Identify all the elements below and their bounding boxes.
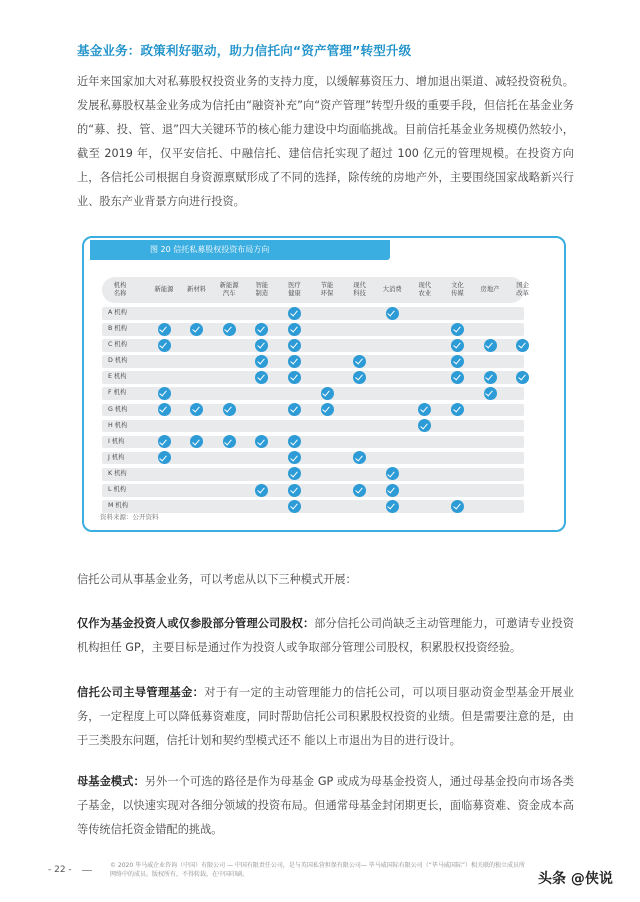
check-icon (158, 451, 171, 464)
row-label: A 机构 (108, 309, 127, 316)
check-icon (353, 484, 366, 497)
check-icon (190, 403, 203, 416)
footer-divider (82, 870, 92, 871)
check-icon (451, 323, 464, 336)
row-label: J 机构 (108, 453, 125, 461)
check-icon (516, 339, 529, 352)
column-header: 新能源 (154, 286, 174, 293)
header-corner-label: 机构 名称 (113, 282, 127, 297)
check-icon (158, 403, 171, 416)
check-icon (484, 371, 497, 384)
column-header: 新材料 (187, 286, 207, 293)
column-header: 文化 传媒 (451, 282, 464, 297)
check-icon (288, 307, 301, 320)
row-label: K 机构 (108, 469, 127, 477)
table-row (102, 420, 524, 433)
column-header: 现代 农业 (418, 282, 432, 297)
page-number: - 22 - (48, 865, 72, 875)
check-icon (223, 403, 236, 416)
check-icon (288, 323, 301, 336)
check-icon (451, 371, 464, 384)
table-row (102, 404, 524, 417)
table-row (102, 452, 524, 465)
check-icon (158, 339, 171, 352)
mode2-paragraph (77, 681, 574, 753)
check-icon (158, 323, 171, 336)
row-label: I 机构 (108, 437, 125, 445)
check-icon (321, 387, 334, 400)
table-row (102, 355, 524, 368)
column-header: 大消费 (382, 286, 402, 293)
check-icon (255, 323, 268, 336)
check-icon (451, 403, 464, 416)
check-icon (418, 419, 431, 432)
table-row (102, 307, 524, 320)
column-header: 房地产 (480, 286, 500, 293)
check-icon (386, 500, 399, 513)
check-icon (223, 323, 236, 336)
check-icon (386, 484, 399, 497)
mode1-paragraph (77, 612, 574, 660)
row-label: L 机构 (108, 486, 127, 494)
row-label: G 机构 (108, 405, 128, 413)
mode3-paragraph (77, 770, 574, 842)
check-icon (451, 339, 464, 352)
check-icon (451, 500, 464, 513)
row-label: E 机构 (108, 373, 127, 381)
check-icon (386, 467, 399, 480)
column-header: 现代 科技 (353, 282, 366, 297)
check-icon (516, 371, 529, 384)
check-icon (255, 435, 268, 448)
table-row (102, 323, 524, 336)
row-label: F 机构 (108, 389, 127, 397)
check-icon (484, 339, 497, 352)
column-header: 医疗 健康 (288, 282, 301, 297)
watermark: 头条 @侠说 (538, 871, 613, 887)
check-icon (158, 387, 171, 400)
mode2-text: 对于有一定的主动管理能力的信托公司，可以项目驱动资金型基金开展业务，一定程度上可以降低募资难度，同时帮助信托公司积累股权投资的业绩。但是需要注意的是，由于三类股东问题，信托计划和契约型模式还不 能以上市退出为目的进行设计。 (77, 686, 574, 747)
modes-intro: 信托公司从事基金业务，可以考虑从以下三种模式开展： (77, 573, 357, 586)
section-title: 基金业务：政策利好驱动，助力信托向“资产管理”转型升级 (77, 43, 412, 58)
mode1-title: 仅作为基金投资人或仅参股部分管理公司股权： (77, 617, 315, 630)
check-icon (353, 355, 366, 368)
check-icon (288, 435, 301, 448)
check-icon (451, 355, 464, 368)
column-header: 智能 制造 (255, 282, 269, 297)
row-label: M 机构 (108, 502, 129, 510)
check-icon (418, 403, 431, 416)
mode3-title: 母基金模式： (77, 775, 145, 788)
check-icon (223, 435, 236, 448)
check-icon (190, 323, 203, 336)
check-icon (353, 451, 366, 464)
check-icon (484, 387, 497, 400)
check-icon (288, 484, 301, 497)
row-label: H 机构 (108, 421, 128, 429)
mode1-text: 部分信托公司尚缺乏主动管理能力，可邀请专业投资机构担任 GP，主要目标是通过作为投资人或争取部分管理公司股权，积累股权投资经验。 (77, 617, 574, 654)
check-icon (288, 339, 301, 352)
table-row (102, 387, 524, 400)
table-row (102, 500, 524, 513)
mode3-text: 另外一个可选的路径是作为母基金 GP 或成为母基金投资人，通过母基金投向市场各类子基金，以快速实现对各细分领域的投资布局。但通常母基金封闭期更长，面临募资难、资金成本高等传统信托资金错配的挑战。 (77, 775, 574, 836)
table-header (102, 277, 529, 303)
check-icon (288, 355, 301, 368)
check-icon (255, 484, 268, 497)
table-row (102, 436, 524, 449)
table-row (102, 468, 524, 481)
check-icon (321, 403, 334, 416)
table-body (102, 307, 524, 513)
figure-title: 图 20 信托私募股权投资布局方向 (90, 240, 390, 260)
check-icon (386, 307, 399, 320)
column-header: 国企 改革 (516, 282, 529, 297)
check-icon (158, 435, 171, 448)
row-label: B 机构 (108, 325, 127, 333)
check-icon (288, 371, 301, 384)
copyright-notice: © 2020 毕马威企业咨询（中国）有限公司 — 中国有限责任公司，是与英国私营担保有限公司— 毕马威国际有限公司（“毕马威国际”）相关联的独立成员所网络中的成员。版权所有，不得转载。在中国印刷。 (110, 862, 526, 878)
check-icon (255, 339, 268, 352)
mode2-title: 信托公司主导管理基金： (77, 686, 205, 699)
check-icon (288, 403, 301, 416)
row-label: C 机构 (108, 341, 127, 349)
check-icon (255, 371, 268, 384)
check-icon (353, 371, 366, 384)
check-icon (288, 467, 301, 480)
column-header: 节能 环保 (320, 282, 334, 297)
check-icon (255, 355, 268, 368)
check-icon (288, 451, 301, 464)
row-label: D 机构 (108, 357, 128, 365)
check-icon (288, 500, 301, 513)
investment-direction-table (102, 277, 529, 516)
table-row (102, 484, 524, 497)
table-row (102, 371, 524, 384)
column-header: 新能源 汽车 (219, 282, 239, 297)
figure-source: 资料来源：公开资料 (100, 513, 159, 521)
intro-paragraph: 近年来国家加大对私募股权投资业务的支持力度，以缓解募资压力、增加退出渠道、减轻投资税负。发展私募股权基金业务成为信托由“融资补充”向“资产管理”转型升级的重要手段，但信托在基金业务的“募、投、管、退”四大关键环节的核心能力建设中均面临挑战。目前信托基金业务规模仍然较小，截至 2019 年，仅平安信托、中融信托、建信信托实现了超过 100 亿元的管理规模。在投资方向上，各信托公司根据自身资源禀赋形成了不同的选择，除传统的房地产外，主要围绕国家战略新兴行业、股东产业背景方向进行投资。 (77, 75, 574, 208)
table-row (102, 339, 524, 352)
check-icon (190, 435, 203, 448)
